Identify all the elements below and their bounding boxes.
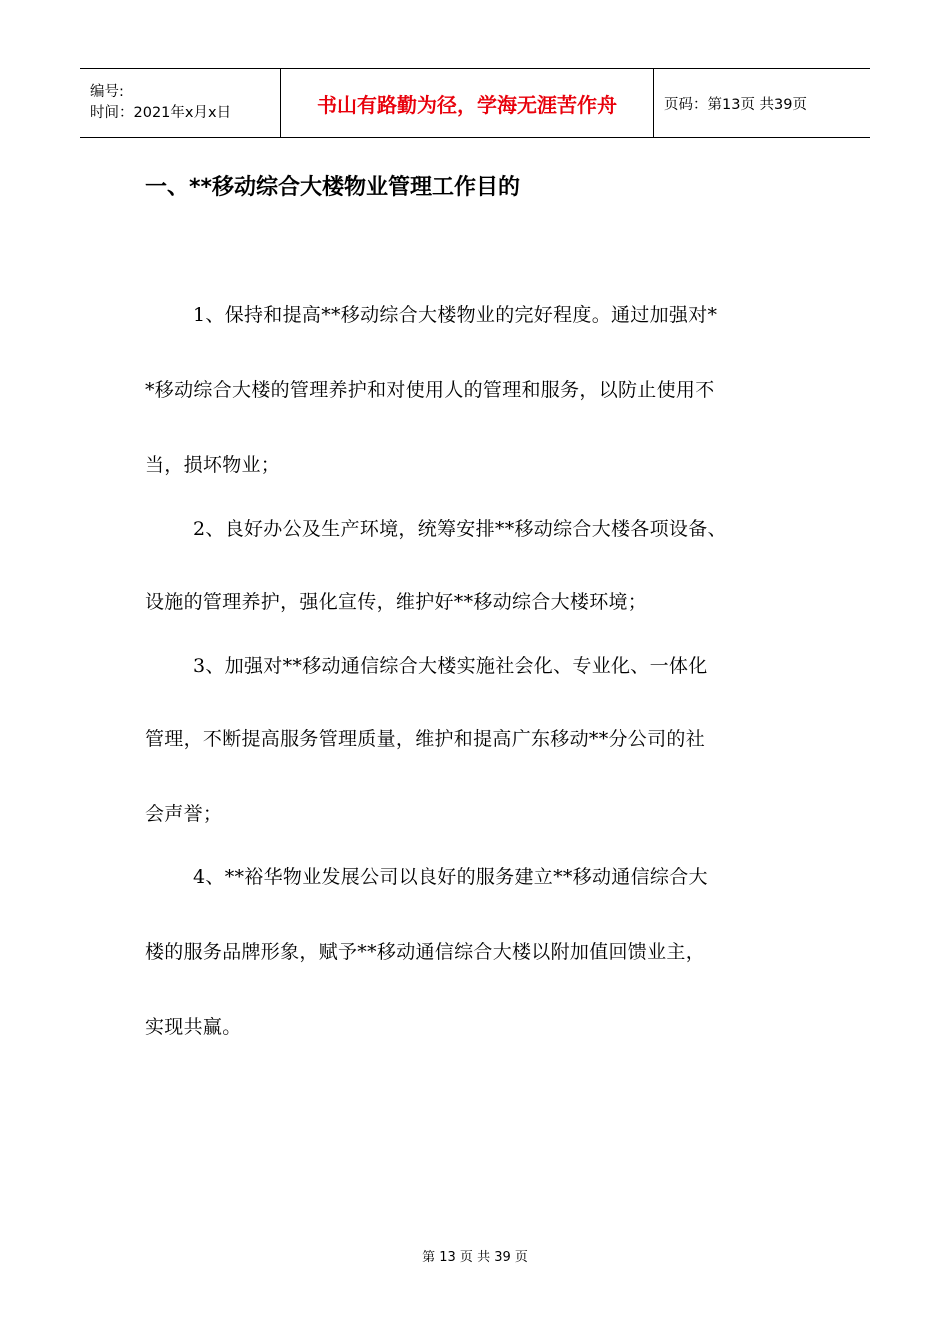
header-page-info: 页码：第13页 共39页 [664, 96, 808, 113]
paragraph-2-line-1: 2、良好办公及生产环境，统筹安排**移动综合大楼各项设备、 [193, 518, 727, 540]
paragraph-1-line-1: 1、保持和提高**移动综合大楼物业的完好程度。通过加强对* [193, 304, 718, 326]
paragraph-3-line-2: 管理，不断提高服务管理质量，维护和提高广东移动**分公司的社 [145, 728, 706, 750]
paragraph-4-line-3: 实现共赢。 [145, 1016, 242, 1038]
header-meta [80, 69, 280, 137]
header-motto: 书山有路勤为径，学海无涯苦作舟 [280, 69, 654, 137]
number-label: 编号: [90, 84, 124, 100]
paragraph-3-line-3: 会声誉； [145, 803, 223, 825]
paragraph-1-line-3: 当，损坏物业； [145, 454, 281, 476]
page-header [80, 68, 870, 138]
paragraph-2-line-2: 设施的管理养护，强化宣传，维护好**移动综合大楼环境； [145, 591, 648, 613]
paragraph-4-line-1: 4、**裕华物业发展公司以良好的服务建立**移动通信综合大 [193, 866, 708, 888]
paragraph-4-line-2: 楼的服务品牌形象，赋予**移动通信综合大楼以附加值回馈业主， [145, 941, 706, 963]
section-heading: 一、**移动综合大楼物业管理工作目的 [145, 175, 521, 200]
time-label: 时间：2021年x月x日 [90, 105, 232, 121]
paragraph-1-line-2: *移动综合大楼的管理养护和对使用人的管理和服务，以防止使用不 [145, 379, 715, 401]
paragraph-3-line-1: 3、加强对**移动通信综合大楼实施社会化、专业化、一体化 [193, 655, 708, 677]
page-footer: 第 13 页 共 39 页 [422, 1250, 528, 1265]
